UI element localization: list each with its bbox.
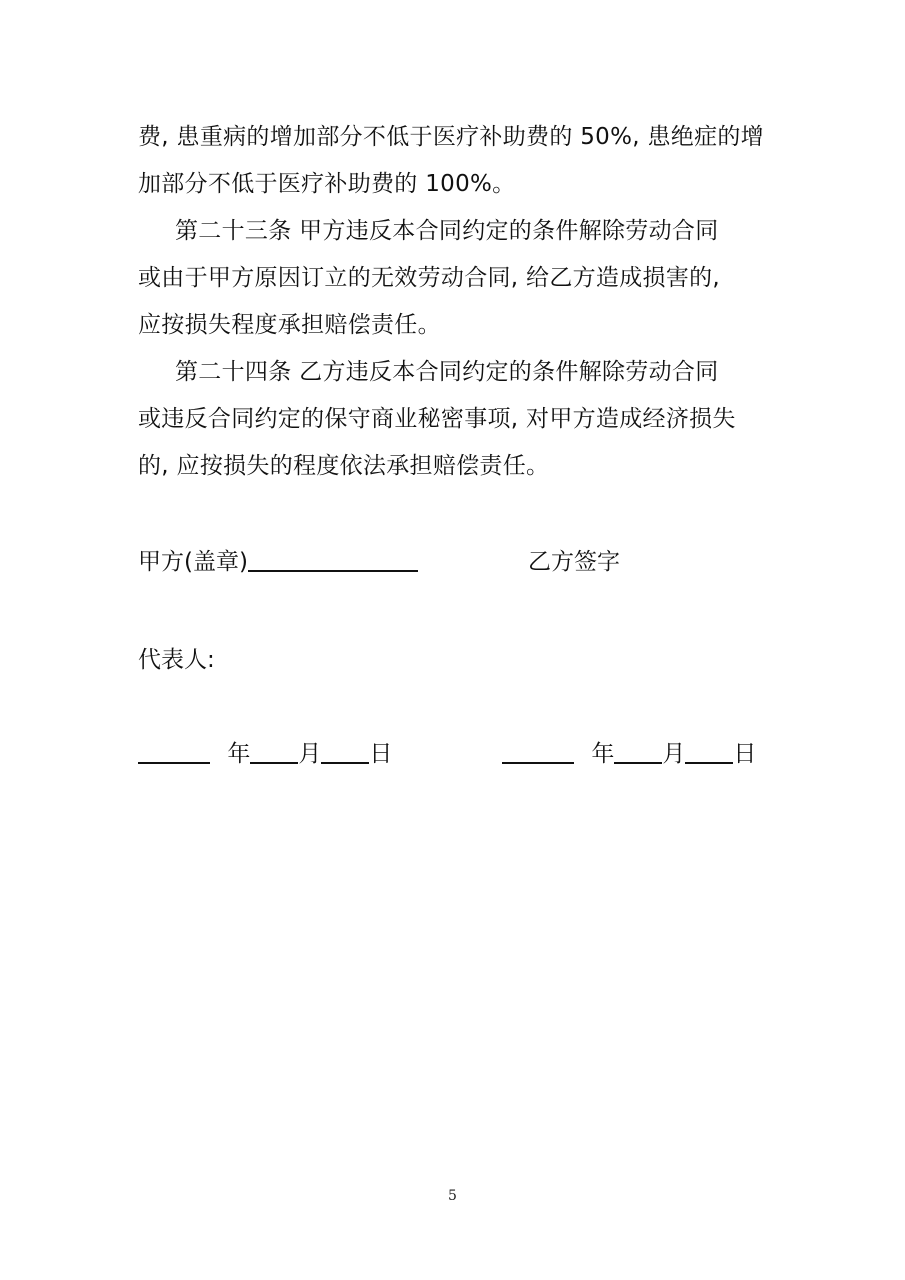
party-b-month-label: 月	[662, 741, 686, 767]
party-b-signature	[528, 547, 620, 577]
paragraph-line-1: 费, 患重病的增加部分不低于医疗补助费的 50%, 患绝症的增	[138, 124, 764, 150]
party-a-day-label: 日	[369, 741, 393, 767]
article-23-line-2: 或由于甲方原因订立的无效劳动合同, 给乙方造成损害的,	[138, 265, 721, 291]
party-a-year-label: 年	[227, 741, 251, 767]
party-b-month-blank[interactable]	[614, 740, 662, 764]
party-b-year-label: 年	[591, 741, 615, 767]
party-a-signature	[138, 547, 418, 577]
party-a-day-blank[interactable]	[321, 740, 369, 764]
article-24-line-1: 第二十四条 乙方违反本合同约定的条件解除劳动合同	[175, 359, 719, 385]
representative-field	[138, 645, 215, 675]
party-a-year-blank[interactable]	[138, 740, 210, 764]
party-a-month-blank[interactable]	[250, 740, 298, 764]
party-a-label: 甲方(盖章)	[138, 549, 248, 575]
party-b-date	[502, 739, 756, 769]
page-number: 5	[448, 1188, 457, 1204]
party-b-day-blank[interactable]	[685, 740, 733, 764]
article-23-line-1: 第二十三条 甲方违反本合同约定的条件解除劳动合同	[175, 218, 719, 244]
party-a-date	[138, 739, 392, 769]
article-23-line-3: 应按损失程度承担赔偿责任。	[138, 312, 441, 338]
representative-label: 代表人:	[138, 647, 215, 673]
paragraph-line-2: 加部分不低于医疗补助费的 100%。	[138, 171, 516, 197]
party-b-year-blank[interactable]	[502, 740, 574, 764]
article-24-line-2: 或违反合同约定的保守商业秘密事项, 对甲方造成经济损失	[138, 406, 736, 432]
party-b-day-label: 日	[733, 741, 757, 767]
party-a-seal-line[interactable]	[248, 548, 418, 572]
party-a-month-label: 月	[298, 741, 322, 767]
party-b-label: 乙方签字	[528, 549, 620, 575]
article-24-line-3: 的, 应按损失的程度依法承担赔偿责任。	[138, 453, 550, 479]
